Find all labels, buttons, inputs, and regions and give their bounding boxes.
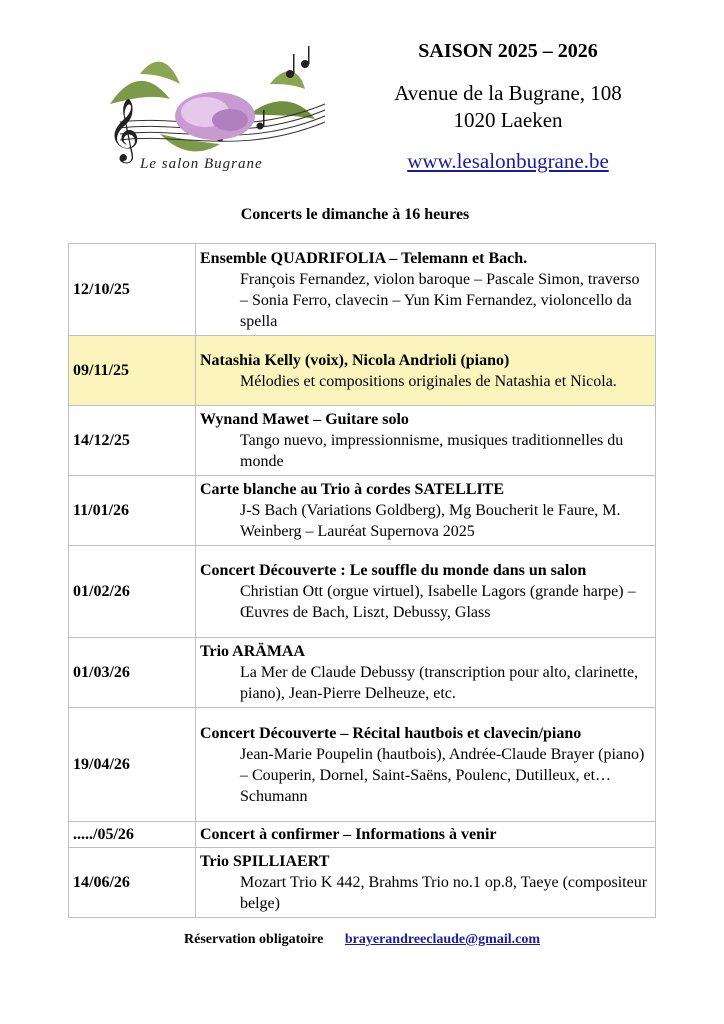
logo-text: Le salon Bugrane — [140, 156, 263, 172]
concert-title: Ensemble QUADRIFOLIA – Telemann et Bach. — [200, 249, 528, 267]
concert-date: 09/11/25 — [69, 336, 196, 406]
reservation-note: Réservation obligatoire — [184, 932, 324, 947]
concert-date: 01/03/26 — [69, 638, 196, 708]
concert-details: J-S Bach (Variations Goldberg), Mg Boucherit le Faure, M. Weinberg – Lauréat Supernova 2025 — [240, 502, 621, 540]
table-row — [69, 822, 656, 848]
table-row — [69, 244, 656, 336]
concert-details: Tango nuevo, impressionnisme, musiques traditionnelles du monde — [240, 432, 624, 470]
concert-title: Concert à confirmer – Informations à venir — [200, 826, 497, 843]
concert-details: Mozart Trio K 442, Brahms Trio no.1 op.8, Taeye (compositeur belge) — [240, 874, 648, 912]
concert-description — [196, 708, 656, 822]
concert-title: Natashia Kelly (voix), Nicola Andrioli (piano) — [200, 351, 510, 369]
table-row — [69, 848, 656, 918]
concert-title: Carte blanche au Trio à cordes SATELLITE — [200, 481, 505, 498]
concert-description — [196, 244, 656, 336]
concert-details: Jean-Marie Poupelin (hautbois), Andrée-Claude Brayer (piano) – Couperin, Dornel, Saint-Saëns, Poulenc, Dutilleux, et… Schumann — [240, 745, 645, 805]
concert-title: Trio SPILLIAERT — [200, 853, 330, 870]
concert-date: 01/02/26 — [69, 546, 196, 638]
concert-table — [68, 243, 656, 918]
concert-title: Trio ARÄMAA — [200, 643, 306, 660]
concert-description — [196, 638, 656, 708]
table-row — [69, 406, 656, 476]
concert-description — [196, 822, 656, 848]
concert-date: 19/04/26 — [69, 708, 196, 822]
concert-description — [196, 546, 656, 638]
address-line-2: 1020 Laeken — [453, 108, 563, 132]
logo — [100, 44, 332, 178]
concert-details: Christian Ott (orgue virtuel), Isabelle Lagors (grande harpe) – Œuvres de Bach, Liszt, Debussy, Glass — [240, 583, 636, 621]
concert-date: 14/12/25 — [69, 406, 196, 476]
address — [370, 80, 646, 134]
table-row — [69, 546, 656, 638]
season-title: SAISON 2025 – 2026 — [418, 40, 598, 62]
table-row — [69, 336, 656, 406]
svg-text:𝄞: 𝄞 — [108, 98, 140, 161]
table-row — [69, 476, 656, 546]
concert-description — [196, 406, 656, 476]
concert-title: Wynand Mawet – Guitare solo — [200, 411, 409, 428]
table-row — [69, 708, 656, 822]
concert-title: Concert Découverte – Récital hautbois et clavecin/piano — [200, 724, 582, 742]
concert-details: La Mer de Claude Debussy (transcription pour alto, clarinette, piano), Jean-Pierre Delheuze, etc. — [240, 664, 639, 702]
table-row — [69, 638, 656, 708]
concert-date: 14/06/26 — [69, 848, 196, 918]
footer — [0, 932, 724, 948]
email-link[interactable]: brayerandreeclaude@gmail.com — [344, 932, 540, 947]
concert-description — [196, 336, 656, 406]
website-link[interactable]: www.lesalonbugrane.be — [407, 149, 609, 173]
concert-description — [196, 848, 656, 918]
header — [370, 38, 646, 174]
address-line-1: Avenue de la Bugrane, 108 — [394, 81, 622, 105]
concert-details: Mélodies et compositions originales de Natashia et Nicola. — [240, 372, 617, 390]
concert-date: 11/01/26 — [69, 476, 196, 546]
concert-title: Concert Découverte : Le souffle du monde dans un salon — [200, 562, 587, 579]
concert-details: François Fernandez, violon baroque – Pascale Simon, traverso – Sonia Ferro, clavecin – Yun Kim Fernandez, violoncello da spella — [240, 270, 640, 330]
concert-description — [196, 476, 656, 546]
subtitle: Concerts le dimanche à 16 heures — [240, 206, 470, 223]
concert-date: ...../05/26 — [69, 822, 196, 848]
concert-date: 12/10/25 — [69, 244, 196, 336]
